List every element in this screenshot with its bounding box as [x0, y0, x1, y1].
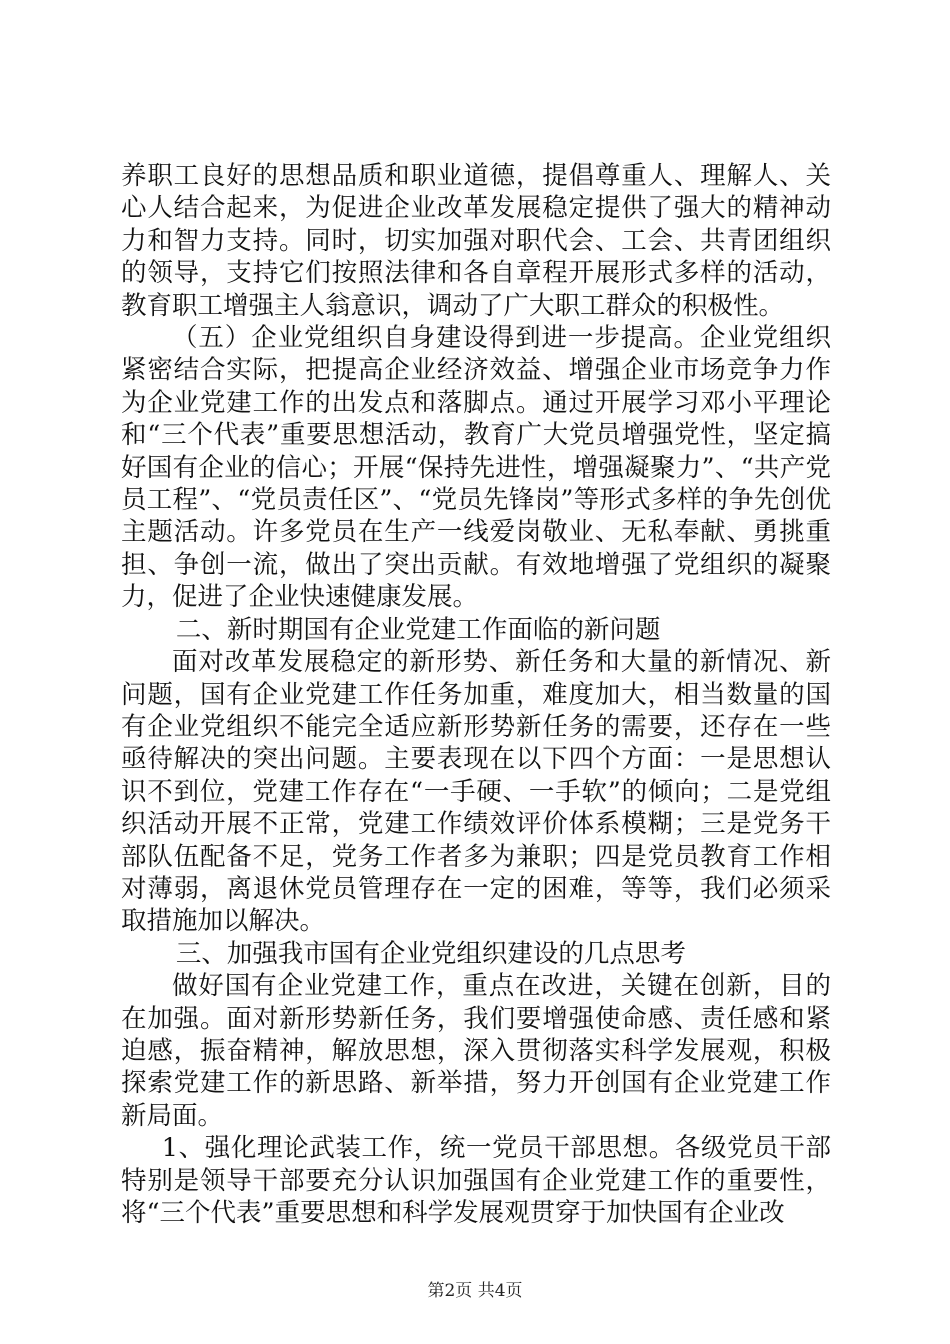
paragraph-item-one: 1、强化理论武装工作，统一党员干部思想。各级党员干部特别是领导干部要充分认识加强国有企业党建工作的重要性，将“三个代表”重要思想和科学发展观贯穿于加快国有企业改	[121, 1133, 831, 1228]
paragraph-continuation: 养职工良好的思想品质和职业道德，提倡尊重人、理解人、关心人结合起来，为促进企业改革发展稳定提供了强大的精神动力和智力支持。同时，切实加强对职代会、工会、共青团组织的领导，支持它们按照法律和各自章程开展形式多样的活动，教育职工增强主人翁意识，调动了广大职工群众的积极性。	[121, 161, 831, 321]
section-heading-two: 二、新时期国有企业党建工作面临的新问题	[175, 614, 661, 645]
paragraph-new-problems: 面对改革发展稳定的新形势、新任务和大量的新情况、新问题，国有企业党建工作任务加重，难度加大，相当数量的国有企业党组织不能完全适应新形势新任务的需要，还存在一些亟待解决的突出问题。主要表现在以下四个方面：一是思想认识不到位，党建工作存在“一手硬、一手软”的倾向；二是党组织活动开展不正常，党建工作绩效评价体系模糊；三是党务干部队伍配备不足，党务工作者多为兼职；四是党员教育工作相对薄弱，离退休党员管理存在一定的困难，等等，我们必须采取措施加以解决。	[121, 647, 831, 937]
page-footer: 第2页 共4页	[427, 1281, 523, 1301]
section-heading-three: 三、加强我市国有企业党组织建设的几点思考	[175, 938, 686, 969]
paragraph-thoughts-intro: 做好国有企业党建工作，重点在改进，关键在创新，目的在加强。面对新形势新任务，我们要增强使命感、责任感和紧迫感，振奋精神，解放思想，深入贯彻落实科学发展观，积极探索党建工作的新思路、新举措，努力开创国有企业党建工作新局面。	[121, 971, 831, 1131]
document-body	[121, 160, 831, 1229]
paragraph-section-five: （五）企业党组织自身建设得到进一步提高。企业党组织紧密结合实际，把提高企业经济效益、增强企业市场竞争力作为企业党建工作的出发点和落脚点。通过开展学习邓小平理论和“三个代表”重要思想活动，教育广大党员增强党性，坚定搞好国有企业的信心；开展“保持先进性，增强凝聚力”、“共产党员工程”、“党员责任区”、“党员先锋岗”等形式多样的争先创优主题活动。许多党员在生产一线爱岗敬业、无私奉献、勇挑重担、争创一流，做出了突出贡献。有效地增强了党组织的凝聚力，促进了企业快速健康发展。	[121, 323, 831, 613]
